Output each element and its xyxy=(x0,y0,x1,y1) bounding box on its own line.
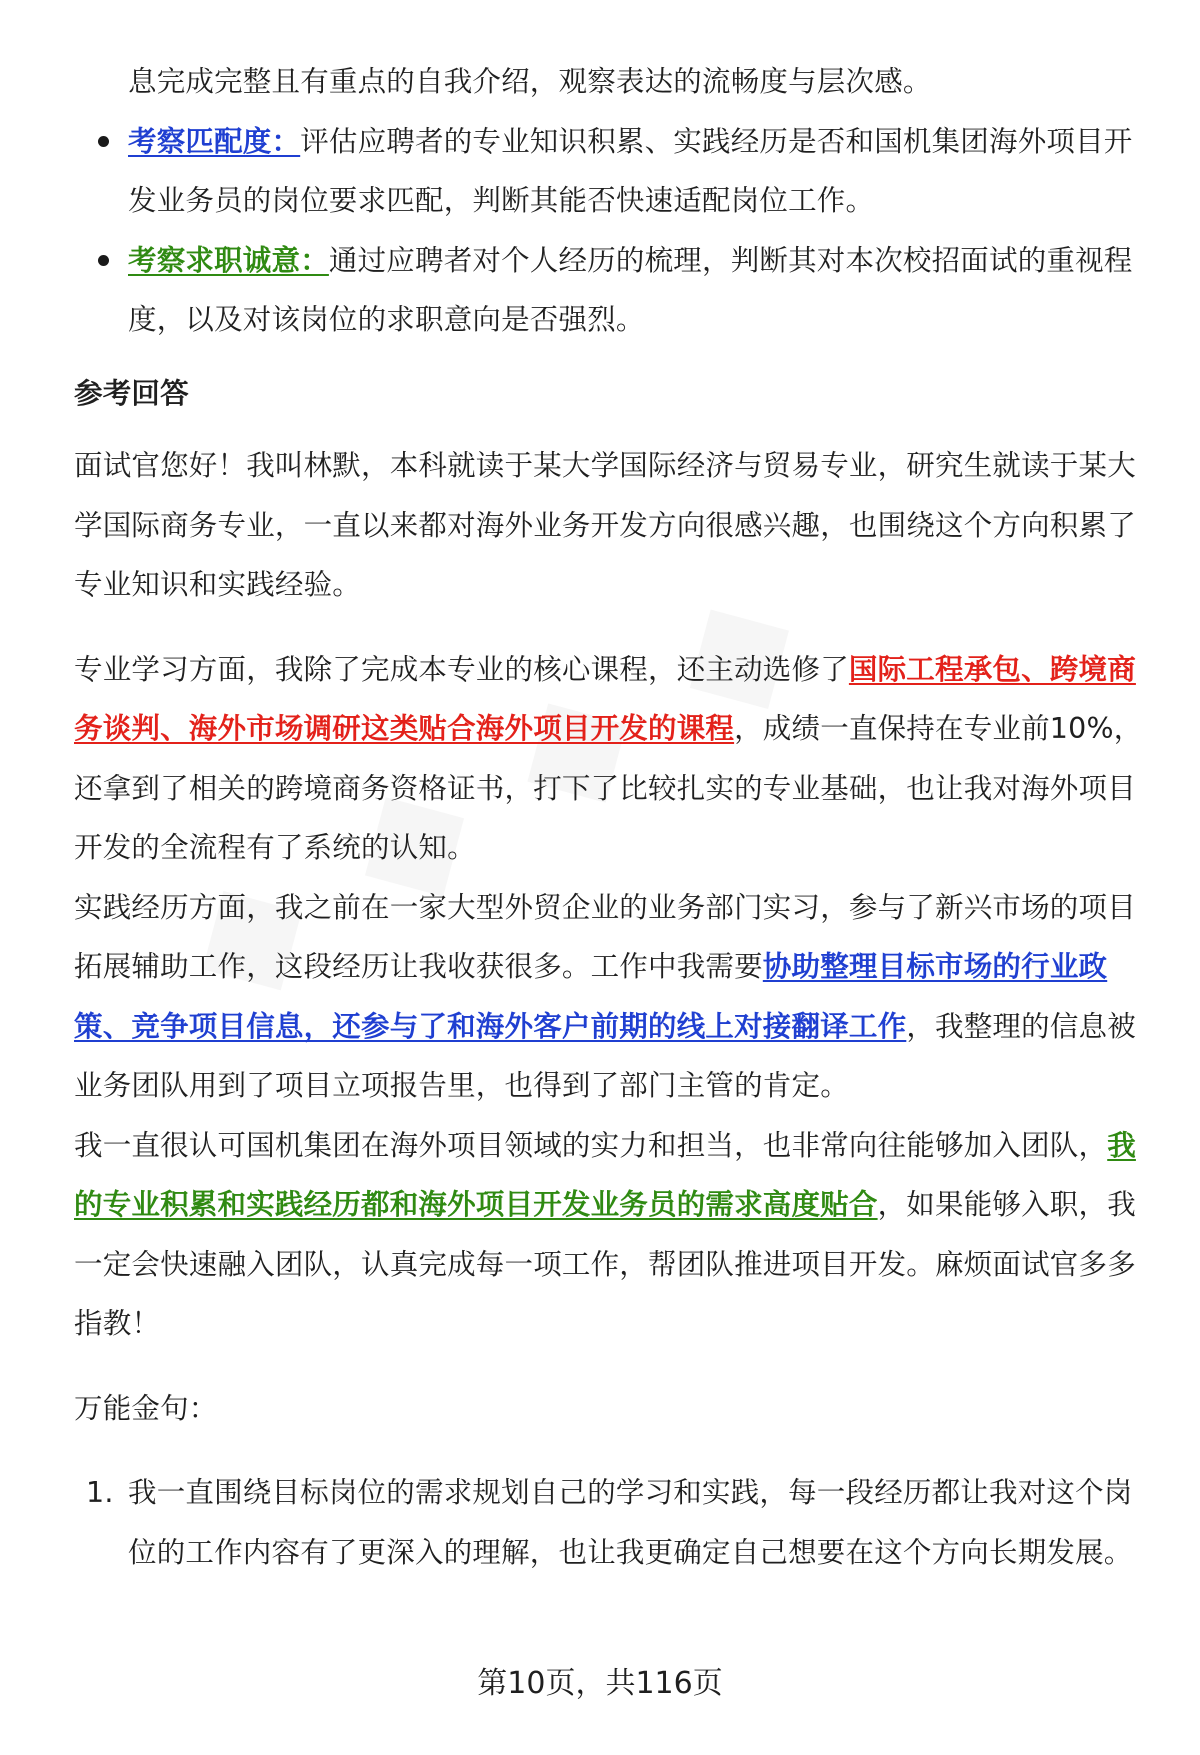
intro-continuation: 息完成完整且有重点的自我介绍，观察表达的流畅度与层次感。 xyxy=(128,65,932,98)
answer-paragraph-closing xyxy=(74,1116,1144,1354)
closing-text-post: ，如果能够入职，我一定会快速融入团队，认真完成每一项工作，帮团队推进项目开发。麻烦面试官多多指教！ xyxy=(74,1188,1136,1340)
practice-text-pre: 实践经历方面，我之前在一家大型外贸企业的业务部门实习，参与了新兴市场的项目拓展辅助工作，这段经历让我收获很多。工作中我需要 xyxy=(74,890,1136,983)
section-heading: 参考回答 xyxy=(74,376,189,410)
golden-sentence-number: 1. xyxy=(86,1476,114,1509)
bullet-item-match xyxy=(74,112,1144,231)
page-content xyxy=(74,52,1144,1582)
golden-sentence-text: 我一直围绕目标岗位的需求规划自己的学习和实践，每一段经历都让我对这个岗位的工作内容有了更深入的理解，也让我更确定自己想要在这个方向长期发展。 xyxy=(128,1476,1133,1569)
golden-sentence-item xyxy=(74,1463,1144,1582)
golden-sentences-title: 万能金句： xyxy=(74,1391,218,1425)
page-number-footer: 第10页，共116页 xyxy=(477,1666,723,1701)
bullet-dot-icon xyxy=(98,255,109,266)
practice-text-post: ，我整理的信息被业务团队用到了项目立项报告里，也得到了部门主管的肯定。 xyxy=(74,1009,1136,1102)
bullet-dot-icon xyxy=(98,136,109,147)
bullet-text-sincerity: 通过应聘者对个人经历的梳理，判断其对本次校招面试的重视程度，以及对该岗位的求职意向是否强烈。 xyxy=(128,243,1133,336)
answer-paragraph-intro: 面试官您好！我叫林默，本科就读于某大学国际经济与贸易专业，研究生就读于某大学国际商务专业，一直以来都对海外业务开发方向很感兴趣，也围绕这个方向积累了专业知识和实践经验。 xyxy=(74,449,1136,601)
study-highlight: 国际工程承包、跨境商务谈判、海外市场调研这类贴合海外项目开发的课程 xyxy=(74,652,1136,745)
practice-highlight: 协助整理目标市场的行业政策、竞争项目信息，还参与了和海外客户前期的线上对接翻译工作 xyxy=(74,950,1108,1043)
golden-sentences-list xyxy=(74,1463,1144,1582)
assessment-points xyxy=(74,112,1144,350)
bullet-item-sincerity xyxy=(74,231,1144,350)
study-text-post: ，成绩一直保持在专业前10%，还拿到了相关的跨境商务资格证书，打下了比较扎实的专业基础，也让我对海外项目开发的全流程有了系统的认知。 xyxy=(74,712,1143,864)
study-text-pre: 专业学习方面，我除了完成本专业的核心课程，还主动选修了 xyxy=(74,652,849,686)
closing-highlight: 我的专业积累和实践经历都和海外项目开发业务员的需求高度贴合 xyxy=(74,1128,1136,1221)
answer-paragraph-study xyxy=(74,640,1144,878)
answer-paragraph-practice xyxy=(74,878,1144,1116)
bullet-text-match: 评估应聘者的专业知识积累、实践经历是否和国机集团海外项目开发业务员的岗位要求匹配，判断其能否快速适配岗位工作。 xyxy=(128,124,1133,217)
bullet-label-match: 考察匹配度： xyxy=(128,124,301,158)
bullet-label-sincerity: 考察求职诚意： xyxy=(128,243,329,277)
closing-text-pre: 我一直很认可国机集团在海外项目领域的实力和担当，也非常向往能够加入团队， xyxy=(74,1128,1108,1162)
